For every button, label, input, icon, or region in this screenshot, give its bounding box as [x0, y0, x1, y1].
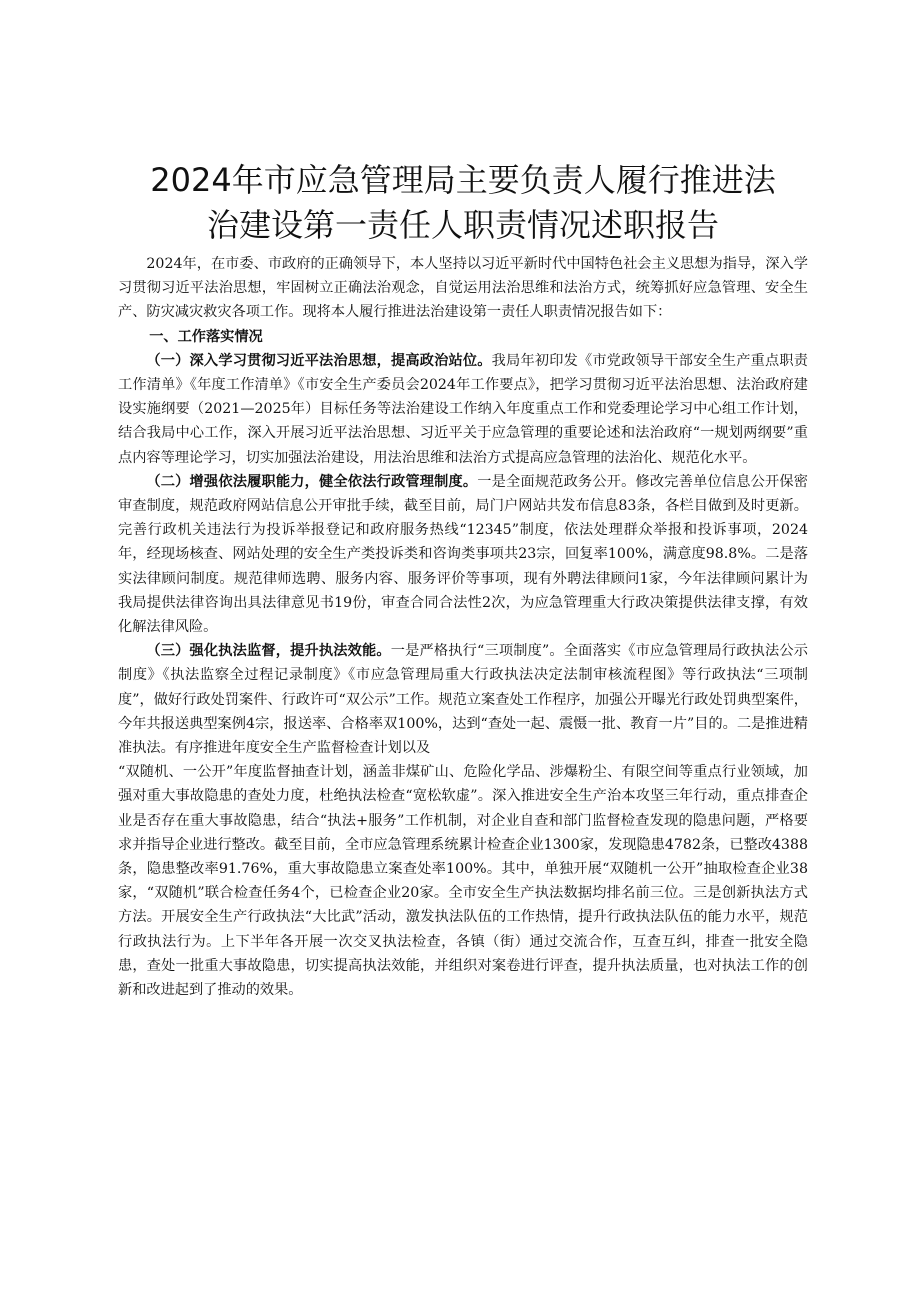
paragraph-1-text: 我局年初印发《市党政领导干部安全生产重点职责工作清单》《年度工作清单》《市安全生产委员会2024年工作要点》，把学习贯彻习近平法治思想、法治政府建设实施纲要（2021—2025年）目标任务等法治建设工作纳入年度重点工作和党委理论学习中心组工作计划，结合我局中心工作，深入开展习近平法治思想、习近平关于应急管理的重要论述和法治政府“一规划两纲要”重点内容等理论学习，切实加强法治建设，用法治思维和法治方式提高应急管理的法治化、规范化水平。	[118, 352, 808, 466]
paragraph-2	[118, 470, 808, 639]
intro-paragraph: 2024年，在市委、市政府的正确领导下，本人坚持以习近平新时代中国特色社会主义思想为指导，深入学习贯彻习近平法治思想，牢固树立正确法治观念，自觉运用法治思维和法治方式，统筹抓好应急管理、安全生产、防灾减灾救灾各项工作。现将本人履行推进法治建设第一责任人职责情况报告如下：	[118, 256, 808, 321]
paragraph-2-text: 一是全面规范政务公开。修改完善单位信息公开保密审查制度，规范政府网站信息公开审批手续，截至目前，局门户网站共发布信息83条，各栏目做到及时更新。完善行政机关违法行为投诉举报登记和政府服务热线“12345”制度，依法处理群众举报和投诉事项，2024年，经现场核查、网站处理的安全生产类投诉类和咨询类事项共23宗，回复率100%，满意度98.8%。二是落实法律顾问制度。规范律师选聘、服务内容、服务评价等事项，现有外聘法律顾问1家，今年法律顾问累计为我局提供法律咨询出具法律意见书19份，审查合同合法性2次，为应急管理重大行政决策提供法律支撑，有效化解法律风险。	[118, 473, 808, 636]
paragraph-1	[118, 349, 808, 470]
paragraph-3-text: 一是严格执行“三项制度”。全面落实《市应急管理局行政执法公示制度》《执法监察全过程记录制度》《市应急管理局重大行政执法决定法制审核流程图》等行政执法“三项制度”，做好行政处罚案件、行政许可“双公示”工作。规范立案查处工作程序，加强公开曝光行政处罚典型案件，今年共报送典型案例4宗，报送率、合格率双100%，达到“查处一起、震慑一批、教育一片”目的。二是推进精准执法。有序推进年度安全生产监督检查计划以及	[118, 643, 808, 757]
title-line-2: 治建设第一责任人职责情况述职报告	[206, 206, 719, 244]
paragraph-3-lead: （三）强化执法监督，提升执法效能。	[146, 643, 391, 660]
paragraph-1-lead: （一）深入学习贯彻习近平法治思想，提高政治站位。	[146, 352, 492, 369]
section-heading-1: 一、工作落实情况	[149, 328, 263, 345]
paragraph-2-lead: （二）增强依法履职能力，健全依法行政管理制度。	[146, 473, 478, 490]
paragraph-3	[118, 639, 808, 760]
paragraph-4: “双随机、一公开”年度监督抽查计划，涵盖非煤矿山、危险化学品、涉爆粉尘、有限空间等重点行业领域，加强对重大事故隐患的查处力度，杜绝执法检查“宽松软虚”。深入推进安全生产治本攻坚三年行动，重点排查企业是否存在重大事故隐患，结合“执法+服务”工作机制，对企业自查和部门监督检查发现的隐患问题，严格要求并指导企业进行整改。截至目前，全市应急管理系统累计检查企业1300家，发现隐患4782条，已整改4388条，隐患整改率91.76%，重大事故隐患立案查处率100%。其中，单独开展“双随机一公开”抽取检查企业38家，“双随机”联合检查任务4个，已检查企业20家。全市安全生产执法数据均排名前三位。三是创新执法方式方法。开展安全生产行政执法“大比武”活动，激发执法队伍的工作热情，提升行政执法队伍的能力水平，规范行政执法行为。上下半年各开展一次交叉执法检查，各镇（街）通过交流合作，互查互纠，排查一批安全隐患，查处一批重大事故隐患，切实提高执法效能，并组织对案卷进行评查，提升执法质量，也对执法工作的创新和改进起到了推动的效果。	[118, 764, 809, 999]
title-line-1: 2024年市应急管理局主要负责人履行推进法	[150, 161, 776, 199]
document-page	[118, 158, 808, 1002]
document-title	[118, 158, 808, 248]
document-body	[118, 252, 808, 1002]
